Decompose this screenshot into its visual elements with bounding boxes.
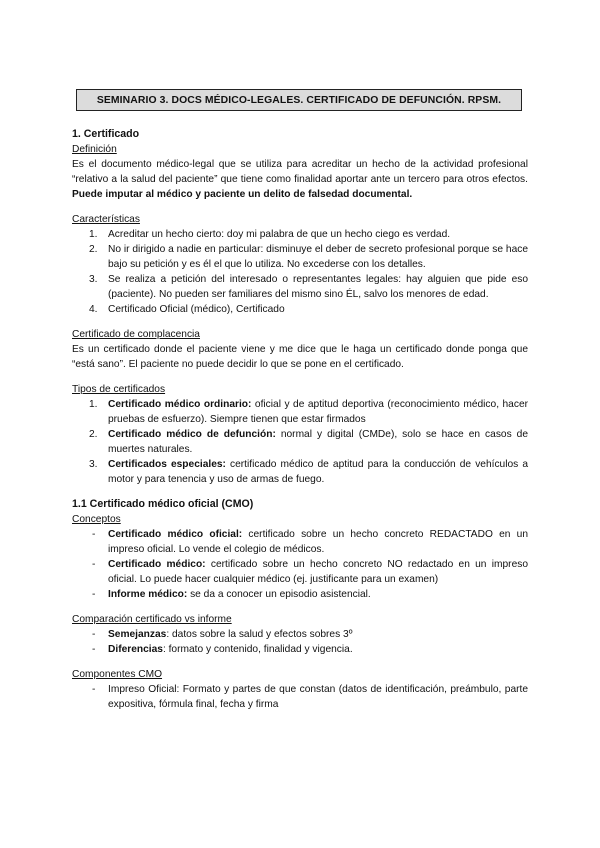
definition-text: Es el documento médico-legal que se utiliza para acreditar un hecho de la actividad profesional “relativo a la salud del paciente” que tiene como finalidad aportar ante un tercero para otros efectos. [72,159,528,185]
document-body [72,127,528,712]
list-item: 2. No ir dirigido a nadie en particular: disminuye el deber de secreto profesional porque se hace bajo su petición y es él el que lo utiliza. No excederse con los detalles. [89,244,528,270]
list-item: - Impreso Oficial: Formato y partes de que constan (datos de identificación, preámbulo, parte expositiva, fórmula final, fecha y firma [92,684,528,710]
subheading-definicion: Definición [72,144,117,155]
conceptos-list [72,527,528,602]
subheading-tipos: Tipos de certificados [72,384,166,395]
list-item: - Diferencias: formato y contenido, finalidad y vigencia. [92,644,353,655]
list-item: 2. Certificado médico de defunción: normal y digital (CMDe), solo se hace en casos de muertes naturales. [89,429,529,455]
list-item: 1. Certificado médico ordinario: oficial y de aptitud deportiva (reconocimiento médico, hacer pruebas de esfuerzo). Siempre tienen que estar firmados [89,399,529,425]
page-title: SEMINARIO 3. DOCS MÉDICO-LEGALES. CERTIFICADO DE DEFUNCIÓN. RPSM. [76,89,522,111]
subheading-componentes: Componentes CMO [72,669,163,680]
subheading-conceptos: Conceptos [72,514,121,525]
list-item: - Certificado médico oficial: certificado sobre un hecho concreto REDACTADO en un impreso oficial. Lo vende el colegio de médicos. [92,529,528,555]
list-item: 1. Acreditar un hecho cierto: doy mi palabra de que un hecho ciego es verdad. [89,229,451,240]
complacencia-paragraph: Es un certificado donde el paciente viene y me dice que le haga un certificado donde ponga que “está sano”. El paciente no puede decidir lo que se pone en el certificado. [72,344,528,370]
componentes-list [72,682,528,712]
list-item: - Certificado médico: certificado sobre un hecho concreto NO redactado en un impreso oficial. Lo puede hacer cualquier médico (ej. justificante para un examen) [92,559,528,585]
comparacion-list [72,627,528,657]
list-item: 3. Se realiza a petición del interesado o representantes legales: hay alguien que pide eso (paciente). No pueden ser familiares del mismo sino ÉL, salvo los menores de edad. [89,274,528,300]
list-item: 4. Certificado Oficial (médico), Certificado [89,304,285,315]
tipos-list [72,397,528,487]
section-heading-certificado: 1. Certificado [72,128,140,140]
list-item: - Informe médico: se da a conocer un episodio asistencial. [92,589,371,600]
caracteristicas-list [72,227,528,317]
list-item: - Semejanzas: datos sobre la salud y efectos sobres 3º [92,629,353,640]
subheading-complacencia: Certificado de complacencia [72,329,200,340]
section-heading-cmo: 1.1 Certificado médico oficial (CMO) [72,498,254,510]
definition-paragraph [72,157,528,202]
subheading-comparacion: Comparación certificado vs informe [72,614,232,625]
definition-bold-text: Puede imputar al médico y paciente un delito de falsedad documental. [72,189,413,200]
list-item: 3. Certificados especiales: certificado médico de aptitud para la conducción de vehículos a motor y para tenencia y uso de armas de fuego. [89,459,528,485]
subheading-caracteristicas: Características [72,214,140,225]
